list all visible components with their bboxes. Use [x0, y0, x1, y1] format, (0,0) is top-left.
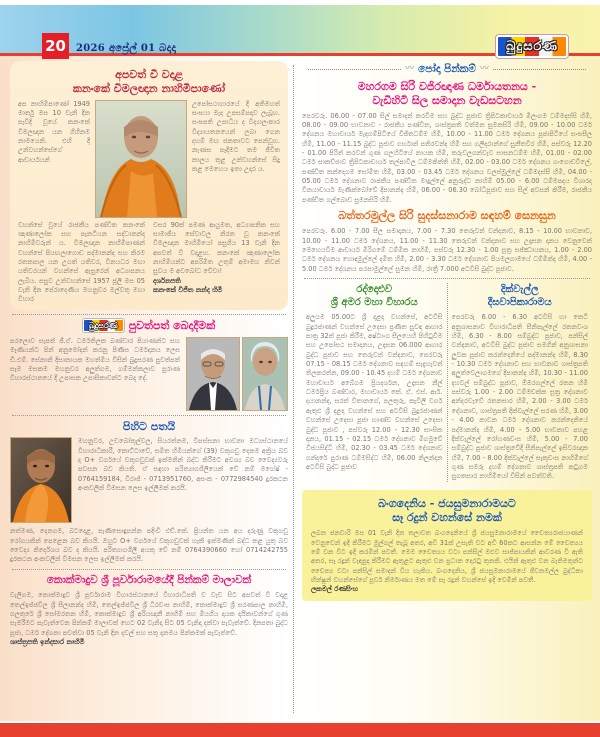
obituary-top-row: [18, 100, 280, 218]
kokmaduwa-article: [10, 574, 288, 648]
battaramulla-body: පෙරවරු. 6.00 - 7.00 සීල සමාදානය, 7.00 - 7.30 තෙරුවන් වන්දනාව, 8.15 - 10.00 භාවනාව, 10.00 - 11.00 ධර්ම දේශනය, 11.00 - 11.30 තෙරුවන් වන්දනාව සහ උදෑසන දානය වෙනුවෙන් මෙහෙයවීම ආචාර්ය මීරිගමේ ධම්මික නාහිමි, පස්වරු 12.30 - 1.00 සූත්‍ර සජ්ඣායනය, 1.00 - 2.00 ධර්ම දේශනය හොඳමුල්ලේ දමිත හිමි, 2.00 - 3.30 ධර්ම දේශනාව පියමලගාමයේ ධම්මින්ද හිමි, 4.00 - 5.00 ධර්ම දේශනය පරපාමුල්ලේ සුමන හිමි, රාත්‍රී 7.000 අටවිසි බුද්ධ පූජාව.: [302, 227, 592, 273]
monk-photo: [95, 100, 187, 218]
young-monk-portrait: [11, 438, 71, 522]
young-monk-photo: [10, 437, 72, 523]
help-title: පිහිට පතයි: [122, 420, 176, 434]
donor-woman-photo: [242, 337, 288, 411]
separator: [12, 569, 286, 570]
donor-photos: [186, 337, 288, 411]
budusarana-logo: [496, 35, 568, 58]
dotted-rule-right: [493, 69, 586, 70]
page-number-badge: [42, 33, 69, 59]
left-column: [10, 61, 293, 721]
kokmaduwa-body: වැලිගම, කොක්මාදුව ශ්‍රී පූර්වාරාම විහාරස්ථානයේ විහාරාධිපති ව වැඩ සිට අපවත් වී වදාළ තෙල්ඉජ්ජවිල ශ්‍රී සීලානන්ද හිමි, තෙල්ඉජ්ජවිල ශ්‍රී ධීරවංස නාහිමි, කොක්මාදුව ශ්‍රී සරණපාල නාහිමි, ගලතුරේ ශ්‍රී සෝමරතන හිමි, කොක්මාදුව ශ්‍රී අරියඥානී නාහිමි සහ මියගිය දායක දායිකාවන්ගේ ගුණ සැමරීමට පැවැත්වෙන පින්කම් මාලාවක් හෙට 02 වැනිදා සිට 05 වැනිදා දක්වා පැවැත්වේ. දිනපතා බුද්ධ පූජා, ධර්ම දේශනා පවත්වා 05 වැනි දින දවල් සහ සතු දානමය පින්කමක් පැවැත්වේ.: [10, 591, 288, 637]
obituary-text-col1: අප නාහිමිපාණෝ 1949 මාර්තු මස 10 වැනි දින පැවිදි වූයේ කනංකේ විමලඥාන යන ගිහිනම නාමයෙනි. එහි දී උන්වහන්සේගේ ආචාර්යයන්: [18, 99, 90, 164]
separator: [304, 278, 590, 279]
battaramulla-article: [302, 209, 592, 274]
bangadeniya-article: [302, 490, 592, 601]
obituary-text-col3: වහන්සේ වූයේ රාජකීය පණ්ඩිත කනංකේ ඤාණාලෝක සහ පැනටියන සද්ධානන්ද නාහිමිවරුන් ය. විමලඥාන නාහිමිපාණන් වහන්සේ පියඟලාගොඩ පද්මානන්ද සහ කිරම රතනපාල යන උගත් යතිවර, විනයධර මහා යතිවරයන් වහන්සේ ඇසුරෙන් අධ්‍යාපනය ලැබීය. පසුව උන්වහන්සේ 1957 ජූලි මස 05 වැනි දින පේරාදෙණිය මහනුවර මල්වතු මහා විහාර: [18, 220, 145, 304]
raddoluwa-article: [302, 283, 447, 481]
column-divider: [293, 65, 294, 713]
page-number: 20: [45, 37, 66, 55]
help-request-article: [10, 420, 288, 565]
obituary-title: අපවත් වී වදාළ කනංකේ විමලඥාන නාහිමිපාණෝ: [72, 68, 226, 95]
tilde-ornament-right: 〰: [479, 64, 489, 74]
bangadeniya-signature: ලකමල් රණසිංහ: [311, 585, 358, 594]
battaramulla-title: බත්තරමුල්ල සිරි සුදස්සනාරාම සඳහම් සෙනසුන: [338, 209, 556, 223]
elderly-woman-portrait: [243, 338, 287, 410]
dikwella-body: පෙරවරු 6.00 - 6.30 අටවිසි හා කෙටි අනුශාසනාව විහාරාධිපති සීනිපැල්ලේ රතනවංශ හිමි, 6.30 - 8.00 සම්බුද්ධ පූජාව, පන්සිල් වන්දනාව, අටවිසි බුද්ධ පූජාව සමගින් අනුශාසනා ලුවක පූජාව කරන්දෙනියේ පද්මානන්ද හිමි, 8.30 - 10.30 ධර්ම දේශනාව සහ භාවනාව ශාස්ත්‍රපති අලුත්වෙලාගමගේ දීපානන්ද හිමි, 10.30 - 11.00 දහවල් සම්බුද්ධ පූජාව, ඕමරගල්ලේ රතන හිමි පස්වරු 1.00 - 2.00 ධම්මචක්ක සූත්‍ර දේශනාව අන්දරවැවේ රතනසාර හිමි, 2.00 - 3.00 ධර්ම දේශනාව, ශාස්ත්‍රපති දික්වැල්ලේ සරණ හිමි, 3.00 - 4.00 කාවන ධර්ම දේශනාව කරන්දෙනියේ පද්මානන්ද හිමි, 4.00 - 5.00 භාවනාව පහළ දික්වැල්ලේ රෝහණවංස හිමි, 5.00 - 7.00 සම්බුද්ධ පූජාව ශාස්ත්‍රවේදී සීනිපැල්ලේ ඉසිවරඥාන හිමි, 7.00 - 8.00 දික්වැල්ලේ සෑකුවංස නාහිමිගේ ගුණ සමරු දහම් දේශනාව ශාස්ත්‍රපති කටුගම සුගතසාර නාහිමියෝ විසින් පවත්වති.: [451, 313, 588, 481]
bangadeniya-body: ලබන ජනවාරි මස 01 වැනි දින තලාවත බංගදෙනියේ ශ්‍රී ජයසුමනාරාමයේ චෛත්‍යරාජයාණන් වෙනුවෙන් ඉදි කිරීමට මුල්ගල් තැබූ අතර, අඩි 31ක් උසැති වට අඩි 60කට ආසන්න මේ චෛත්‍යය මේ වන විට ඉදි කරමින් පවතී. මෙම චෛත්‍යය වටා පන්සිල් මළුව සාජ්පායකින් ආවරණ වී ඇති අතර, සෑ රදුන් වැඳපුදා කිරීමට ඇතුළට ඇතුළු වන ප්‍රධාන දොරටු තුනකි. එයින් ඇතුළු වන බැතිමතුන්ට චෛත්‍ය වටා පන්සිල් සමාදන් විය හැකිය. බංගදෙනිය, ශ්‍රී ජයසුමනාරාමයේ ජීවනමල්ල බුද්ධිකා භික්ෂූන් වහන්සේගේ පූර්ව නිර්මාණය මත මේ සෑ රදුන් වහන්සේ ඉදි වෙමින් පවතී.: [311, 529, 583, 585]
dikwella-title: දික්වැල්ල දීඝවාපිකාරාමය: [487, 284, 552, 309]
obituary-article: [10, 61, 288, 310]
distribution-title: පුවත්පත් බෙදාදීමක්: [128, 318, 216, 332]
issue-date: 2026 අප්‍රේල් 01 බදාදා: [76, 43, 177, 54]
raddoluwa-title: රද්දොළුව ශ්‍රී අමර මහා විහාරය: [330, 284, 418, 309]
elderly-monk-portrait: [96, 101, 186, 217]
help-body-2: නත්මණ, දෙනගම, බටදොළ, පැණිසොඳුපන්න පදිංචි එච්.කේ. ප්‍රියන්ත යන අය දරුණු වකුගඩු රෝගයකින් පෙළෙන බව කියයි. ඔහුට O+ වර්ගයේ වකුගඩුවක් හැකි ඉක්මණින් බද්ධ කළ යුතු බව වෛද්‍ය නිර්දේශය බව ද කියයි. පරිත්‍යාගශීලී අයකු වේ නම් 0764390660 හෝ 0714242755 දුරකථන අංකවලින් විමසන ලෙස ඉල්ලීමක් කරයි.: [10, 527, 288, 564]
separator: [12, 415, 286, 416]
right-column: [298, 61, 592, 721]
obituary-signature-title: දර්ශනපති: [153, 276, 181, 285]
kokmaduwa-title: කොක්මාදුව ශ්‍රී පූර්වාරාමයේදී පින්කම් මාලාවක්: [46, 573, 252, 586]
maharagama-body: පෙරවරු. 06.00 - 07.00 සිල් සමාදන් කරවීම සහ බුද්ධ පූජාව ත්‍රිපිටකාචාර්ය මිලංගම ධම්මදස්සි හිමි, 08.00 - 09.00 භාවනාව - රාජකීය පණ්ඩිත, ශාස්ත්‍රපති වත්මන සුමනසිරි හිමි, 09.00 - 10.00 ධර්ම දේශනය මහාචාර්ය මැදගම්පිටියේ විජිතධම්ම හිමි, 10.00 - 11.00 ධර්ම දේශනය පූජාපිටියේ සංඝසීල හිමි, 11.00 - 11.15 බුද්ධ පූජාව ගර්භාන් පතිරවන්ද හිමි සහ ගලිදරාන්ගේ සුනීතවීර හිමි, පස්වරු 12.20 - 01.00 පිරිත් කරවන් ගුණ ගලහිටියේ නායක හිමි, තරුවලගන්වැව සාසනධම්ම හිමි, 01.00 - 02.00 ධර්ම සාකච්ඡාව ත්‍රිපිටකාචාර්ය තල්පාවිල ධම්මකිත්ති හිමි, 02.00 - 03.00 ධර්ම දේශනය ගංගොඩවිලේ, පණ්ඩිත කන්දෙගම සෝමිත හිමි, 03.00 - 03.45 ධර්ම දේශනය වලස්මුල්ලේ ධම්මදස්සි හිමි, 04.00 - 05.00 ධර්ම දේශනාව රාජකීය පණ්ඩිත මාදුල්ලේ අනුරුද්ධ නාහිමි 05.00 - 6.00 ධම්මපදය විශාරද විනයාචාර්ය මැණික්බෝවේ දීපානන්ද හිමි, 06.00 - 06.30 බෝධිපූජාව සහ සිල් අවසන් කිරීම, රාජකීය පණ්ඩිත ගල්බොඩ සුමනසිරි හිමි.: [302, 111, 592, 204]
bottom-red-band: [0, 723, 600, 737]
distribution-headline-row: [10, 319, 288, 333]
bangadeniya-title: බංගදෙනිය - ජයසුමනාරාමයට සෑ රදුන් වහන්සේ නමක්: [378, 496, 516, 524]
content-area: [0, 56, 600, 721]
distribution-body-row: [10, 337, 288, 411]
raddoluwa-body: අලුයම 05.00ට ශ්‍රී දළදා වහන්සේ, අටවිසි බුදුරජාණන් වහන්සේ උදෙසා ප්‍රණීත සුවඳ ආහාර පාත්‍ර 32ක් පූජා කිරීම, අෂ්ටාංග සීලයෙහි පිහිටුවීම සහ උපෝසථ සමාදානය, උදෑසන 06.000 ආහාර බුද්ධ පූජාව සහ තෙරුවන් වන්දනාව, පෙරවරු 07.15 - 08.15 ධර්ම දේශනාව සඳහම් සැදැහැවත් තිලකරත්න, 09.00 - 10.45 දහම් ධර්ම දේශනාව මහාචාර්ය අබේගම ප්‍රියදර්ශන, උදෑසන නීල් ධර්මප්‍රිය බණ්ඩාර, මහාචාර්ය කේ. ඒ. එස්. ආර්. දයානන්ද, සරත් විතානගේ, පලතුරු, කැවිලි වර්ග ඇතුළු ශ්‍රී දළදා වහන්සේ සහ අටවිසි බුදුරජාණන් වහන්සේ උදෙසා පූජා භාණ්ඩ වහන්සේ උදෙසා බුද්ධ පූජාව , පස්වරු 12.00 - 12.30 සාංඝික දානය, 01.15 - 02.15 ධර්ම දේශනාව මීගමුවේ විජයසිද්ධි හිමි, 02.30 - 03.45 ධර්ම දේශනාව ගන්දරේ පුරාණ ධම්මසිද්ධ හිමි, 06.00 නිලන්දන අටවිසි බුද්ධ පූජාව: [306, 313, 443, 471]
temple-schedule-columns: [302, 283, 592, 481]
obituary-text-col2: උපෝසථාගාරයේ දී අතිමහත් සංඝයා මැද උපසම්පදාව ලැබූහ. සංඝපති උපාධිය ද විද්‍යාලංකාර විද්‍යායතනයෙන් ලබා ගෙන දහම් මඟ ජනතාවට පෙන්වූහ. නැණස පෑදීමට තම ජීවිත කාලය තුළ උන්වහන්සේ සිදු කළ මෙහෙය ඉතා උදාර ය.: [192, 99, 280, 174]
obituary-signature-name: කනංකේ විජිත නන්ද හිමි: [153, 286, 223, 295]
dikwella-article: [447, 283, 593, 481]
poya-section-header: [308, 63, 586, 76]
help-body-row: [10, 437, 288, 523]
obituary-text-col4: වසර 90ක් පමණ ආයුමත, අධ්‍යාපනික සහ සාමාජීය සේවාවල නිරත වූ කනංකේ විමලඥාන මාහිමියෝ පසුගිය 13 වැනි දින අපවත් වී වදාළහ. කනංකේ ඤාණාලෝක නාහිමියන්ට අපරිමිත උතුම් අමාමහ නිවන් සුවය ම අවබෝධ වේවා!: [153, 220, 280, 276]
kokmaduwa-signature: ශාස්ත්‍රපති ඉන්දසාර නාහිමි: [10, 638, 85, 647]
tilde-ornament-left: 〰: [405, 64, 415, 74]
dotted-rule-left: [308, 69, 401, 70]
elderly-man-portrait: [187, 338, 239, 410]
help-body-1: මහනුවර, උඩබෝකුල්වල, සියරත්නම, විපස්සනා භාවනා මධ්‍යස්ථානයේ විහාරාධිකාරී, කොට්ටාවේ, සමිත හිමියන්ගේ (39) වකුගඩු දෙකම අක්‍රිය බව ද O+ වර්ගයේ වකුගඩුවක් ඉක්මනින් බද්ධ කිරීමට අවශ්‍ය බව වෛද්‍යවරු පවසන බව කියති. ඒ සඳහා පරිත්‍යාගශීලියෙක් වේ නම් මහේෂ් - 0764159184, වීරාජ් - 0713951760, අසංක - 0772984540 දුරකථන අංකවලින් විමසන ලෙස ඉල්ලීමක් කරයි.: [78, 437, 288, 493]
paper-distribution-article: [10, 319, 288, 411]
poya-header-text: පෝදා පින්කම්: [418, 63, 476, 75]
masthead-text: බුදුසරණ: [506, 39, 558, 54]
obituary-bottom-row: [18, 221, 280, 305]
budusarana-mini-logo: බුදුසරණ: [83, 319, 124, 332]
maharagama-title: මහරගම සිරි වජිරඥාණ ධර්මායතනය - වැඩිහිටි සිල සමාදාන වැඩසටහන: [357, 80, 537, 107]
header-band: [0, 5, 600, 56]
separator: [12, 314, 286, 315]
donor-man-photo: [186, 337, 240, 411]
distribution-body: පරලොව සැපත් ජී.ඒ. ධර්මතිලක බණ්ඩාර පියාණන්ට සහ මෑණියන්ට පින් අනුමෝදන් කරනු පිණිස ධර්මදානය ලෙස ඩී.එම්. සේනානි දිසානායක මහත්මිය විසින් බුදුසරණ පුවත්පත් සෑම මසකම මහනුවර අලුත්ගම, ගම්මන්කලාව පුරාණ විහාරස්ථානයේ දී උපාසක උපාසිකාවන්ට බෙදා දේ.: [10, 337, 180, 383]
maharagama-article: [302, 80, 592, 205]
